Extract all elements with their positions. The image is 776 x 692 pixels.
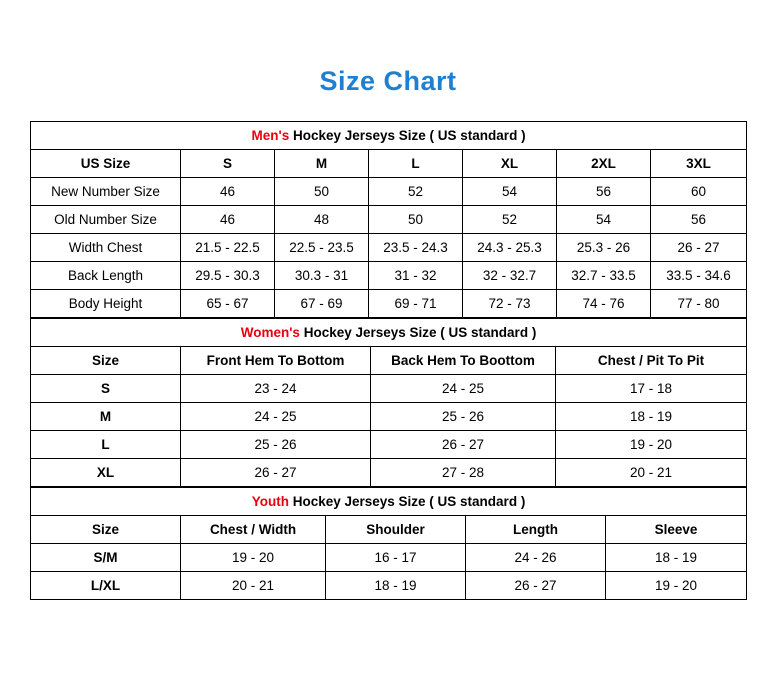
table-cell: 46 — [181, 178, 275, 206]
row-header: L/XL — [31, 572, 181, 600]
table-cell: 27 - 28 — [371, 459, 556, 487]
youth-section-header — [31, 488, 747, 516]
table-cell: 69 - 71 — [369, 290, 463, 318]
table-cell: 19 - 20 — [556, 431, 747, 459]
table-row — [31, 290, 747, 318]
column-header: Sleeve — [606, 516, 747, 544]
table-cell: 54 — [557, 206, 651, 234]
table-row — [31, 375, 747, 403]
table-row — [31, 178, 747, 206]
table-header-row — [31, 516, 747, 544]
table-row — [31, 572, 747, 600]
table-cell: 30.3 - 31 — [275, 262, 369, 290]
column-header: 3XL — [651, 150, 747, 178]
section-header-rest: Hockey Jerseys Size ( US standard ) — [288, 494, 526, 509]
table-cell: 24 - 25 — [371, 375, 556, 403]
table-cell: 24.3 - 25.3 — [463, 234, 557, 262]
row-header: Width Chest — [31, 234, 181, 262]
row-header: Body Height — [31, 290, 181, 318]
table-cell: 33.5 - 34.6 — [651, 262, 747, 290]
row-header: M — [31, 403, 181, 431]
column-header: 2XL — [557, 150, 651, 178]
table-cell: 19 - 20 — [181, 544, 326, 572]
column-header: US Size — [31, 150, 181, 178]
row-header: New Number Size — [31, 178, 181, 206]
table-section-header-row — [31, 488, 747, 516]
table-cell: 26 - 27 — [651, 234, 747, 262]
table-cell: 50 — [369, 206, 463, 234]
table-row — [31, 544, 747, 572]
table-cell: 25 - 26 — [181, 431, 371, 459]
table-section-header-row — [31, 122, 747, 150]
mens-size-table — [30, 121, 747, 318]
mens-section-header — [31, 122, 747, 150]
row-header: Old Number Size — [31, 206, 181, 234]
table-cell: 17 - 18 — [556, 375, 747, 403]
youth-size-table — [30, 487, 747, 600]
table-cell: 25.3 - 26 — [557, 234, 651, 262]
table-row — [31, 234, 747, 262]
table-cell: 67 - 69 — [275, 290, 369, 318]
column-header: Shoulder — [326, 516, 466, 544]
table-cell: 23 - 24 — [181, 375, 371, 403]
column-header: L — [369, 150, 463, 178]
table-cell: 72 - 73 — [463, 290, 557, 318]
table-row — [31, 459, 747, 487]
table-cell: 31 - 32 — [369, 262, 463, 290]
table-cell: 18 - 19 — [606, 544, 747, 572]
table-cell: 65 - 67 — [181, 290, 275, 318]
table-cell: 60 — [651, 178, 747, 206]
table-cell: 24 - 26 — [466, 544, 606, 572]
table-cell: 22.5 - 23.5 — [275, 234, 369, 262]
row-header: L — [31, 431, 181, 459]
table-row — [31, 262, 747, 290]
table-row — [31, 431, 747, 459]
table-cell: 32 - 32.7 — [463, 262, 557, 290]
column-header: Back Hem To Boottom — [371, 347, 556, 375]
table-cell: 26 - 27 — [466, 572, 606, 600]
table-cell: 24 - 25 — [181, 403, 371, 431]
column-header: Length — [466, 516, 606, 544]
womens-section-header — [31, 319, 747, 347]
column-header: S — [181, 150, 275, 178]
column-header: Size — [31, 516, 181, 544]
table-cell: 32.7 - 33.5 — [557, 262, 651, 290]
table-cell: 56 — [557, 178, 651, 206]
section-header-accent: Youth — [251, 494, 289, 509]
table-cell: 16 - 17 — [326, 544, 466, 572]
section-header-rest: Hockey Jerseys Size ( US standard ) — [299, 325, 537, 340]
table-cell: 18 - 19 — [556, 403, 747, 431]
column-header: M — [275, 150, 369, 178]
table-cell: 21.5 - 22.5 — [181, 234, 275, 262]
section-header-accent: Men's — [251, 128, 290, 143]
table-cell: 56 — [651, 206, 747, 234]
table-cell: 77 - 80 — [651, 290, 747, 318]
table-cell: 48 — [275, 206, 369, 234]
table-cell: 50 — [275, 178, 369, 206]
womens-size-table — [30, 318, 747, 487]
table-header-row — [31, 150, 747, 178]
row-header: S/M — [31, 544, 181, 572]
section-header-accent: Women's — [240, 325, 300, 340]
table-cell: 74 - 76 — [557, 290, 651, 318]
table-cell: 18 - 19 — [326, 572, 466, 600]
table-header-row — [31, 347, 747, 375]
table-cell: 46 — [181, 206, 275, 234]
row-header: XL — [31, 459, 181, 487]
table-cell: 20 - 21 — [556, 459, 747, 487]
table-section-header-row — [31, 319, 747, 347]
table-cell: 52 — [463, 206, 557, 234]
table-cell: 26 - 27 — [371, 431, 556, 459]
table-cell: 25 - 26 — [371, 403, 556, 431]
table-cell: 52 — [369, 178, 463, 206]
table-cell: 20 - 21 — [181, 572, 326, 600]
column-header: Chest / Width — [181, 516, 326, 544]
column-header: XL — [463, 150, 557, 178]
section-header-rest: Hockey Jerseys Size ( US standard ) — [289, 128, 526, 143]
table-cell: 29.5 - 30.3 — [181, 262, 275, 290]
column-header: Front Hem To Bottom — [181, 347, 371, 375]
table-row — [31, 206, 747, 234]
column-header: Size — [31, 347, 181, 375]
page-title: Size Chart — [319, 66, 457, 96]
row-header: S — [31, 375, 181, 403]
table-row — [31, 403, 747, 431]
table-cell: 23.5 - 24.3 — [369, 234, 463, 262]
table-cell: 19 - 20 — [606, 572, 747, 600]
table-cell: 26 - 27 — [181, 459, 371, 487]
size-chart-tables — [30, 95, 746, 600]
row-header: Back Length — [31, 262, 181, 290]
column-header: Chest / Pit To Pit — [556, 347, 747, 375]
table-cell: 54 — [463, 178, 557, 206]
